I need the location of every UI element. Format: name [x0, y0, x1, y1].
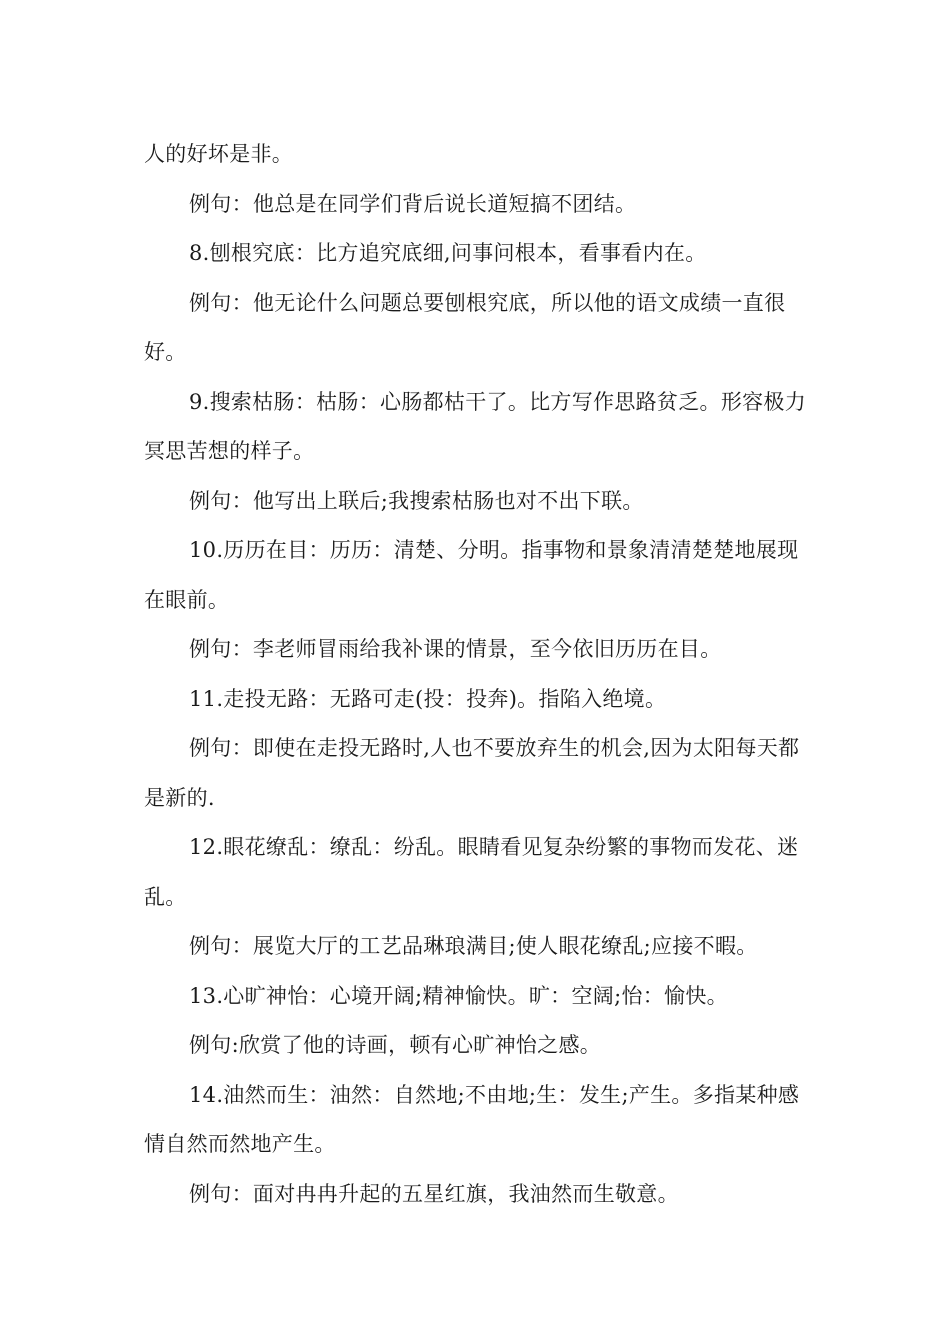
paragraph: 8.刨根究底：比方追究底细,问事问根本，看事看内在。 [189, 241, 707, 265]
paragraph: 例句：他写出上联后;我搜索枯肠也对不出下联。 [189, 488, 644, 513]
paragraph: 13.心旷神怡：心境开阔;精神愉快。旷：空阔;怡：愉快。 [189, 983, 728, 1008]
paragraph: 人的好坏是非。 [144, 142, 294, 166]
paragraph: 11.走投无路：无路可走(投：投奔)。指陷入绝境。 [189, 686, 667, 711]
paragraph: 12.眼花缭乱：缭乱：纷乱。眼睛看见复杂纷繁的事物而发花、迷乱。 [144, 835, 799, 909]
paragraph: 例句：即使在走投无路时,人也不要放弃生的机会,因为太阳每天都是新的. [144, 736, 800, 810]
paragraph: 10.历历在目：历历：清楚、分明。指事物和景象清清楚楚地展现在眼前。 [144, 538, 799, 612]
paragraph: 14.油然而生：油然：自然地;不由地;生：发生;产生。多指某种感情自然而然地产生。 [144, 1082, 800, 1156]
paragraph: 例句：展览大厅的工艺品琳琅满目;使人眼花缭乱;应接不暇。 [189, 934, 758, 958]
paragraph: 例句：面对冉冉升起的五星红旗，我油然而生敬意。 [189, 1181, 679, 1206]
paragraph: 例句：他总是在同学们背后说长道短搞不团结。 [189, 191, 637, 216]
paragraph: 例句：李老师冒雨给我补课的情景，至今依旧历历在目。 [189, 637, 722, 661]
document-body [144, 130, 808, 1219]
paragraph: 例句：他无论什么问题总要刨根究底，所以他的语文成绩一直很好。 [144, 290, 786, 364]
paragraph: 例句:欣赏了他的诗画，顿有心旷神怡之感。 [189, 1033, 602, 1057]
paragraph: 9.搜索枯肠：枯肠：心肠都枯干了。比方写作思路贫乏。形容极力冥思苦想的样子。 [144, 389, 807, 463]
